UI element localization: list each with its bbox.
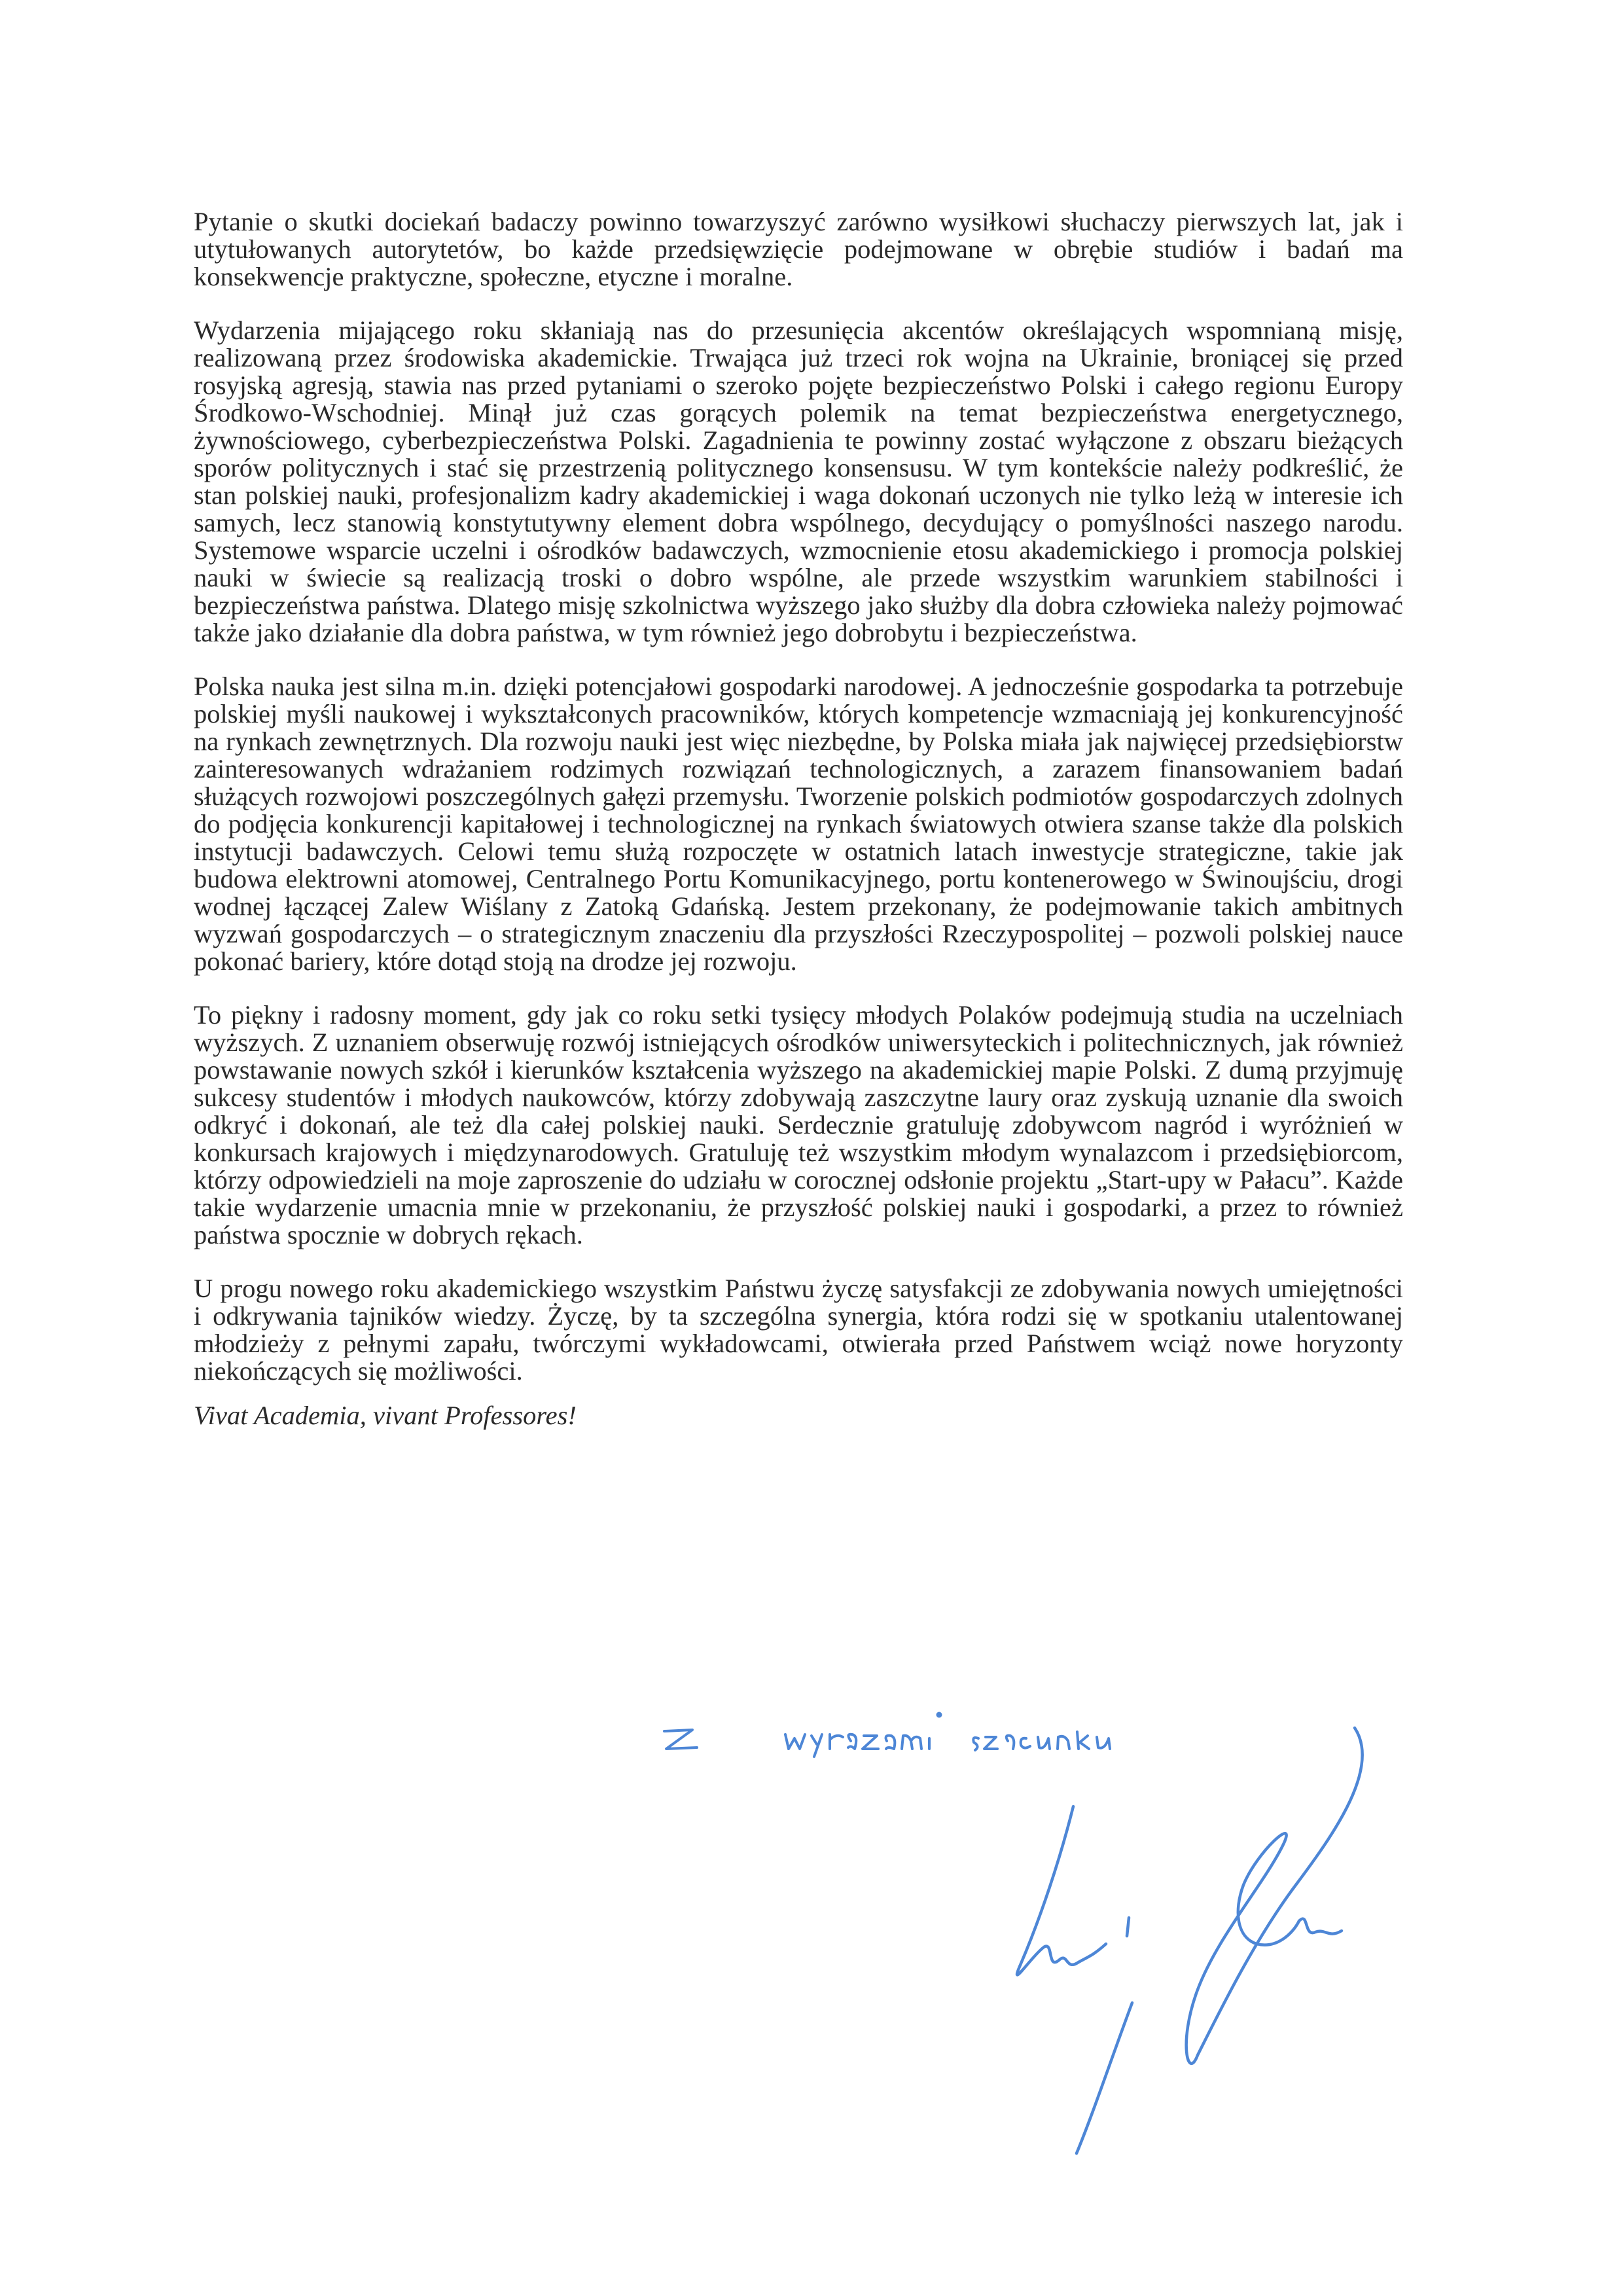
signature-drawing [1017,1728,1363,2153]
paragraph-1: Pytanie o skutki dociekań badaczy powinno towarzyszyć zarówno wysiłkowi słuchaczy pierwszych lat, jak i utytułowanych autorytetów, bo każde przedsięwzięcie podejmowane w obrębie studiów i badań ma konsekwencje praktyczne, społeczne, etyczne i moralne. [194,207,1403,291]
paragraph-4: To piękny i radosny moment, gdy jak co roku setki tysięcy młodych Polaków podejmują studia na uczelniach wyższych. Z uznaniem obserwuję rozwój istniejących ośrodków uniwersyteckich i politechnicznych, jak również powstawanie nowych szkół i kierunków kształcenia wyższego na akademickiej mapie Polski. Z dumą przyjmuję sukcesy studentów i młodych naukowców, którzy zdobywają zaszczytne laury oraz zyskują uznanie dla swoich odkryć i dokonań, ale też dla całej polskiej nauki. Serdecznie gratuluję zdobywcom nagród i wyróżnień w konkursach krajowych i międzynarodowych. Gratuluję też wszystkim młodym wynalazcom i przedsiębiorcom, którzy odpowiedzieli na moje zaproszenie do udziału w corocznej odsłonie projektu „Start-upy w Pałacu”. Każde takie wydarzenie umacnia mnie w przekonaniu, że przyszłość polskiej nauki i gospodarki, a przez to również państwa spocznie w dobrych rękach. [194,1000,1403,1249]
paragraph-5: U progu nowego roku akademickiego wszystkim Państwu życzę satysfakcji ze zdobywania nowych umiejętności i odkrywania tajników wiedzy. Życzę, by ta szczególna synergia, która rodzi się w spotkaniu utalentowanej młodzieży z pełnymi zapału, twórczymi wykładowcami, otwierała przed Państwem wciąż nowe horyzonty niekończących się możliwości. [194,1274,1403,1386]
paragraph-2: Wydarzenia mijającego roku skłaniają nas do przesunięcia akcentów określających wspomnianą misję, realizowaną przez środowiska akademickie. Trwająca już trzeci rok wojna na Ukrainie, broniącej się przed rosyjską agresją, stawia nas przed pytaniami o szeroko pojęte bezpieczeństwo Polski i całego regionu Europy Środkowo-Wschodniej. Minął już czas gorących polemik na temat bezpieczeństwa energetycznego, żywnościowego, cyberbezpieczeństwa Polski. Zagadnienia te powinny zostać wyłączone z obszaru bieżących sporów politycznych i stać się przestrzenią politycznego konsensusu. W tym kontekście należy podkreślić, że stan polskiej nauki, profesjonalizm kadry akademickiej i waga dokonań uczonych nie tylko leżą w interesie ich samych, lecz stanowią konstytutywny element dobra wspólnego, decydujący o pomyślności naszego narodu. Systemowe wsparcie uczelni i ośrodków badawczych, wzmocnienie etosu akademickiego i promocja polskiej nauki w świecie są realizacją troski o dobro wspólne, ale przede wszystkim warunkiem stabilności i bezpieczeństwa państwa. Dlatego misję szkolnictwa wyższego jako służby dla dobra człowieka należy pojmować także jako działanie dla dobra państwa, w tym również jego dobrobytu i bezpieczeństwa. [194,315,1403,647]
closing-line: Vivat Academia, vivant Professores! [194,1401,577,1430]
paragraph-3: Polska nauka jest silna m.in. dzięki potencjałowi gospodarki narodowej. A jednocześnie gospodarka ta potrzebuje polskiej myśli naukowej i wykształconych pracowników, których kompetencje wzmacniają jej konkurencyjność na rynkach zewnętrznych. Dla rozwoju nauki jest więc niezbędne, by Polska miała jak najwięcej przedsiębiorstw zainteresowanych wdrażaniem rodzimych rozwiązań technologicznych, a zarazem finansowaniem badań służących rozwojowi poszczególnych gałęzi przemysłu. Tworzenie polskich podmiotów gospodarczych zdolnych do podjęcia konkurencji kapitałowej i technologicznej na rynkach światowych otwiera szanse także dla polskich instytucji badawczych. Celowi temu służą rozpoczęte w ostatnich latach inwestycje strategiczne, takie jak budowa elektrowni atomowej, Centralnego Portu Komunikacyjnego, portu kontenerowego w Świnoujściu, drogi wodnej łączącej Zalew Wiślany z Zatoką Gdańską. Jestem przekonany, że podejmowanie takich ambitnych wyzwań gospodarczych – o strategicznym znaczeniu dla przyszłości Rzeczypospolitej – pozwoli polskiej nauce pokonać bariery, które dotąd stoją na drodze jej rozwoju. [194,672,1403,976]
handwritten-note [664,1713,1110,1757]
letter-body [194,208,1403,1456]
